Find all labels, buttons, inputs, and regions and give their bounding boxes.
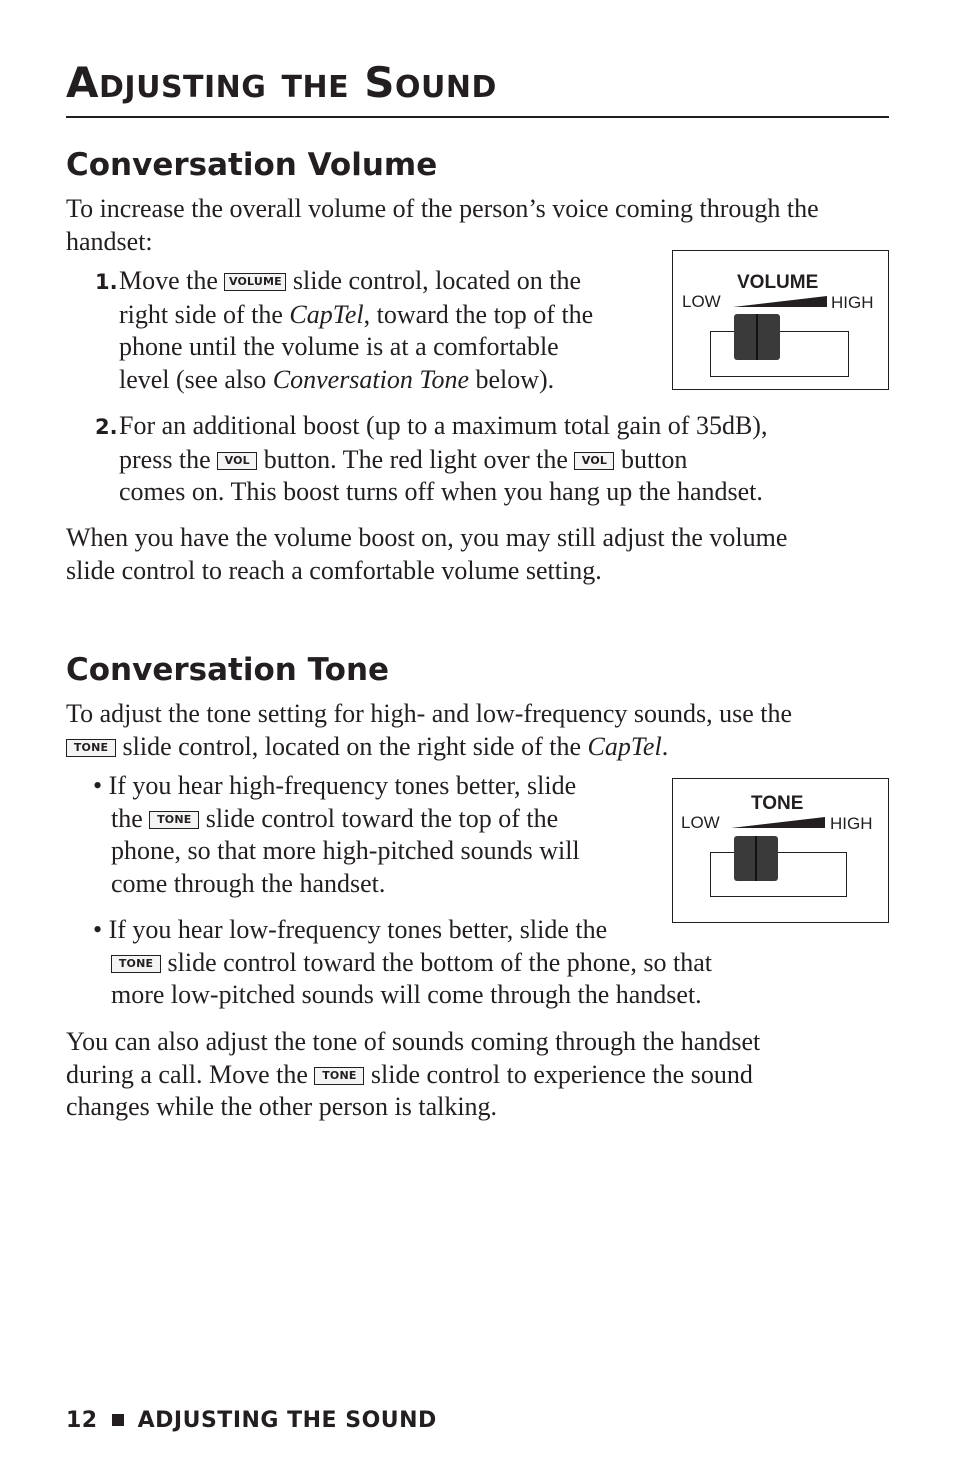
tone-key-icon: TONE xyxy=(66,739,116,757)
tone-key-icon: TONE xyxy=(111,955,161,973)
page-footer xyxy=(66,1408,437,1433)
tone-key-icon: TONE xyxy=(314,1067,364,1085)
tone-slider-figure xyxy=(672,778,889,923)
volume-step-2: 2.For an additional boost (up to a maximum total gain of 35dB), press the VOL button. The red light over the VOL button comes on. This boost turns off when you hang up the handset. xyxy=(95,411,768,506)
tone-slider-track xyxy=(710,852,847,897)
page-number: 12 xyxy=(66,1408,98,1433)
tone-slider-knob xyxy=(734,836,778,881)
tone-bullet-2: • If you hear low-frequency tones better, slide the TONE slide control toward the bottom of the phone, so that more low-pitched sounds will come through the handset. xyxy=(93,915,712,1009)
volume-ramp-icon xyxy=(733,294,828,308)
tone-ramp-icon xyxy=(731,815,826,829)
tone-outro: You can also adjust the tone of sounds coming through the handset during a call. Move the TONE slide control to experience the sound changes while the other person is talking. xyxy=(66,1027,761,1121)
tone-figure-title: TONE xyxy=(751,793,804,814)
tone-bullet-1: • If you hear high-frequency tones better, slide the TONE slide control toward the top of the phone, so that more high-pitched sounds will come through the handset. xyxy=(93,771,580,898)
volume-step-1: 1.Move the VOLUME slide control, located on the right side of the CapTel, toward the top of the phone until the volume is at a comfortable level (see also Conversation Tone below). xyxy=(95,266,594,394)
vol-key-icon: VOL xyxy=(574,452,614,470)
tone-intro: To adjust the tone setting for high- and low-frequency sounds, use the TONE slide control, located on the right side of the CapTel. xyxy=(66,699,793,761)
tone-figure-high: HIGH xyxy=(830,814,873,833)
page-title: ADJUSTING THE SOUND xyxy=(66,58,497,107)
title-rule xyxy=(66,116,889,118)
volume-heading: Conversation Volume xyxy=(66,147,438,183)
square-bullet-icon xyxy=(112,1414,124,1426)
volume-slider-figure xyxy=(672,250,889,390)
footer-section-title: ADJUSTING THE SOUND xyxy=(137,1408,437,1433)
volume-slider-knob xyxy=(734,314,780,360)
tone-heading: Conversation Tone xyxy=(66,652,390,688)
volume-figure-high: HIGH xyxy=(831,293,874,312)
volume-outro: When you have the volume boost on, you may still adjust the volume slide control to reach a comfortable volume setting. xyxy=(66,523,788,585)
vol-key-icon: VOL xyxy=(217,452,257,470)
volume-key-icon: VOLUME xyxy=(224,273,286,291)
volume-figure-title: VOLUME xyxy=(737,272,819,293)
tone-key-icon: TONE xyxy=(149,811,199,829)
tone-figure-low: LOW xyxy=(681,813,720,832)
volume-intro: To increase the overall volume of the person’s voice coming through the handset: xyxy=(66,194,819,256)
volume-figure-low: LOW xyxy=(682,292,721,311)
